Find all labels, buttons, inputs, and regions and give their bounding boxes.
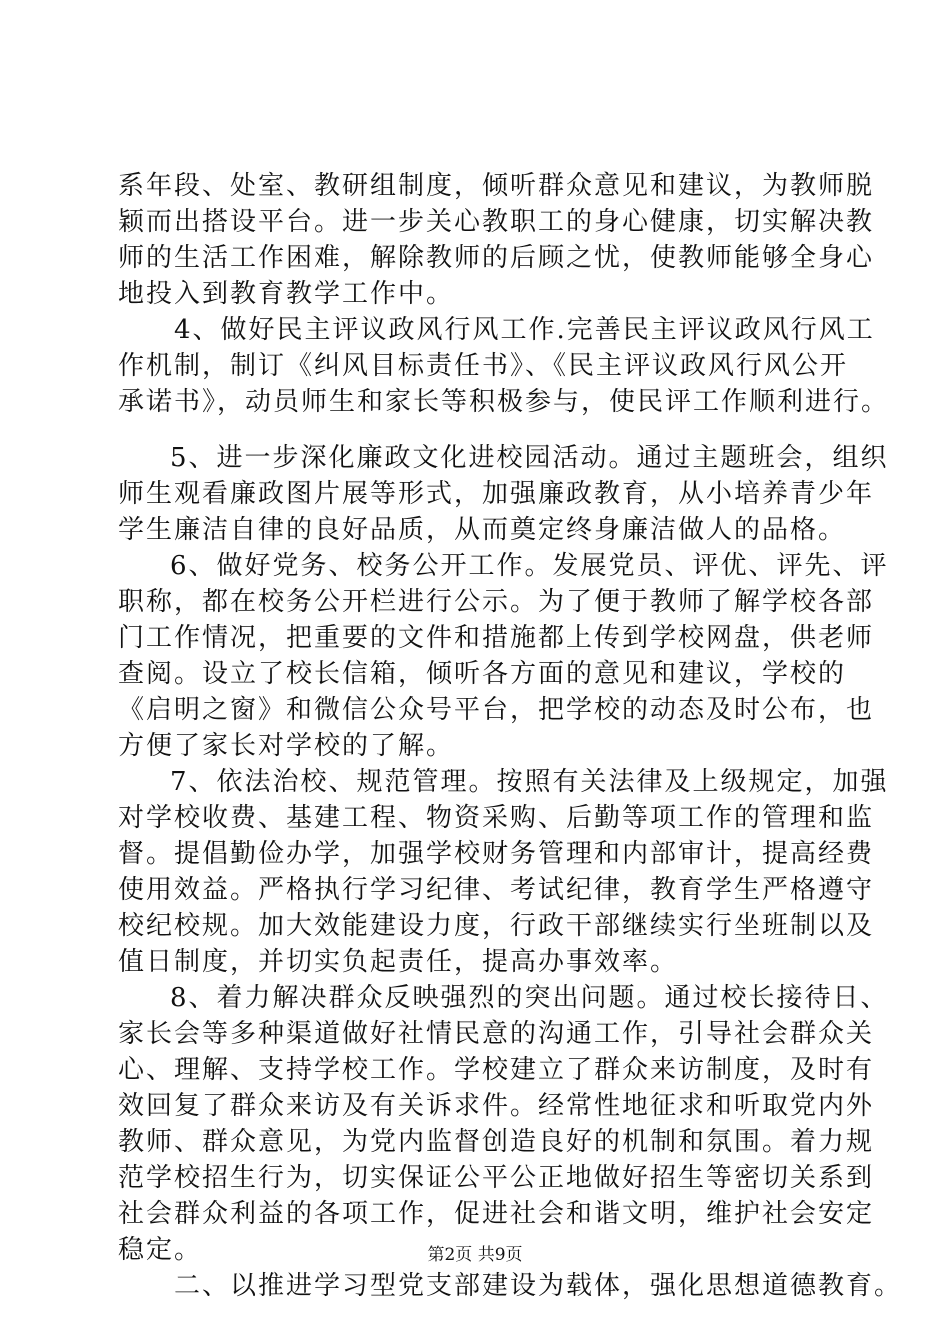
text-line: 师生观看廉政图片展等形式，加强廉政教育，从小培养青少年 <box>118 479 875 509</box>
page-number-footer: 第2页 共9页 <box>427 1245 523 1265</box>
paragraph-4-first-line: 4、做好民主评议政风行风工作.完善民主评议政风行风工 <box>174 315 875 345</box>
text-line: 职称，都在校务公开栏进行公示。为了便于教师了解学校各部 <box>118 587 875 617</box>
text-line: 颖而出搭设平台。进一步关心教职工的身心健康，切实解决教 <box>118 207 875 237</box>
paragraph-6-first-line: 6、做好党务、校务公开工作。发展党员、评优、评先、评 <box>170 551 889 581</box>
text-line: 地投入到教育教学工作中。 <box>118 279 455 309</box>
paragraph-7-first-line: 7、依法治校、规范管理。按照有关法律及上级规定，加强 <box>170 767 889 797</box>
document-body <box>118 168 903 1304</box>
paragraph-5-first-line: 5、进一步深化廉政文化进校园活动。通过主题班会，组织 <box>170 443 889 473</box>
text-line: 查阅。设立了校长信箱，倾听各方面的意见和建议，学校的 <box>118 659 847 689</box>
text-line: 社会群众利益的各项工作，促进社会和谐文明，维护社会安定 <box>118 1199 875 1229</box>
paragraph-8-first-line: 8、着力解决群众反映强烈的突出问题。通过校长接待日、 <box>170 983 889 1013</box>
text-line: 家长会等多种渠道做好社情民意的沟通工作，引导社会群众关 <box>118 1019 875 1049</box>
text-line: 效回复了群众来访及有关诉求件。经常性地征求和听取党内外 <box>118 1091 875 1121</box>
text-line: 作机制，制订《纠风目标责任书》、《民主评议政风行风公开 <box>118 351 849 381</box>
text-line: 使用效益。严格执行学习纪律、考试纪律，教育学生严格遵守 <box>118 875 875 905</box>
text-line: 承诺书》，动员师生和家长等积极参与，使民评工作顺利进行。 <box>118 387 890 417</box>
text-line: 督。提倡勤俭办学，加强学校财务管理和内部审计，提高经费 <box>118 839 875 869</box>
text-line: 学生廉洁自律的良好品质，从而奠定终身廉洁做人的品格。 <box>118 515 847 545</box>
text-line: 范学校招生行为，切实保证公平公正地做好招生等密切关系到 <box>118 1163 875 1193</box>
text-line: 值日制度，并切实负起责任，提高办事效率。 <box>118 947 679 977</box>
text-line: 对学校收费、基建工程、物资采购、后勤等项工作的管理和监 <box>118 803 875 833</box>
text-line: 方便了家长对学校的了解。 <box>118 731 455 761</box>
text-line: 校纪校规。加大效能建设力度，行政干部继续实行坐班制以及 <box>118 911 875 941</box>
text-line: 教师、群众意见，为党内监督创造良好的机制和氛围。着力规 <box>118 1127 875 1157</box>
text-line: 门工作情况，把重要的文件和措施都上传到学校网盘，供老师 <box>118 623 875 653</box>
text-line: 系年段、处室、教研组制度，倾听群众意见和建议，为教师脱 <box>118 171 875 201</box>
paragraph-gap <box>118 420 858 440</box>
text-line: 《启明之窗》和微信公众号平台，把学校的动态及时公布，也 <box>118 695 875 725</box>
text-line: 稳定。 <box>118 1235 203 1265</box>
text-line: 心、理解、支持学校工作。学校建立了群众来访制度，及时有 <box>118 1055 875 1085</box>
section-heading: 二、以推进学习型党支部建设为载体，强化思想道德教育。 <box>174 1271 903 1301</box>
text-line: 师的生活工作困难，解除教师的后顾之忧，使教师能够全身心 <box>118 243 875 273</box>
